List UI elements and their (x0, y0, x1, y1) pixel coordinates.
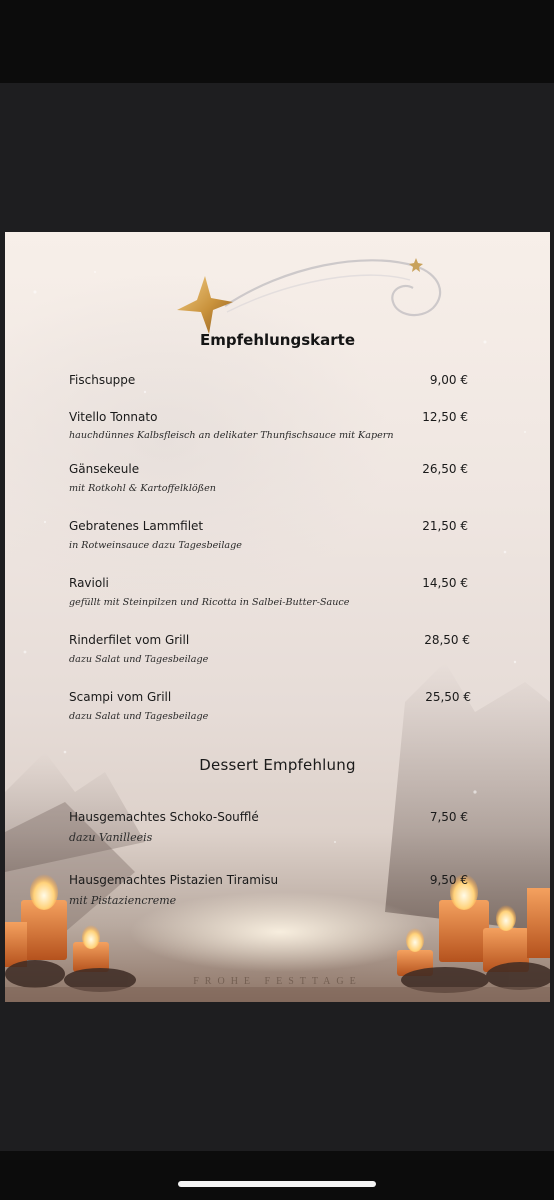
home-bar-area (0, 1151, 554, 1200)
status-bar (0, 0, 554, 83)
menu-item-name: Gänsekeule (69, 462, 140, 476)
menu-item-name: Rinderfilet vom Grill (69, 633, 190, 647)
dessert-item-price: 9,50 € (429, 873, 468, 887)
menu-item-price: 28,50 € (424, 633, 470, 647)
dessert-item-description: mit Pistaziencreme (69, 894, 177, 907)
menu-item-name: Scampi vom Grill (69, 690, 172, 704)
footer-greeting: FROHE FESTTAGE (193, 976, 362, 987)
dessert-item-name: Hausgemachtes Schoko-Soufflé (69, 810, 259, 824)
dessert-item-price: 7,50 € (429, 810, 468, 824)
menu-item-name: Fischsuppe (69, 373, 136, 387)
dessert-item-description: dazu Vanilleeis (69, 831, 153, 844)
menu-item-description: mit Rotkohl & Kartoffelklößen (69, 483, 216, 494)
menu-item-name: Vitello Tonnato (69, 410, 158, 424)
menu-item-description: gefüllt mit Steinpilzen und Ricotta in Salbei-Butter-Sauce (69, 597, 350, 608)
menu-item-description: dazu Salat und Tagesbeilage (69, 654, 209, 665)
menu-title: Empfehlungskarte (200, 331, 355, 349)
menu-item-name: Gebratenes Lammfilet (69, 519, 204, 533)
dessert-title: Dessert Empfehlung (199, 756, 356, 774)
menu-item-price: 12,50 € (422, 410, 468, 424)
menu-item-price: 26,50 € (422, 462, 468, 476)
menu-item-description: in Rotweinsauce dazu Tagesbeilage (69, 540, 242, 551)
menu-item-price: 9,00 € (429, 373, 468, 387)
menu-item-price: 14,50 € (422, 576, 468, 590)
menu-item-description: dazu Salat und Tagesbeilage (69, 711, 209, 722)
menu-item-price: 21,50 € (422, 519, 468, 533)
home-indicator[interactable] (178, 1181, 376, 1187)
menu-item-description: hauchdünnes Kalbsfleisch an delikater Thunfischsauce mit Kapern (69, 430, 394, 441)
menu-card-image[interactable] (5, 232, 550, 1002)
dessert-item-name: Hausgemachtes Pistazien Tiramisu (69, 873, 279, 887)
menu-text (5, 232, 550, 1002)
menu-item-name: Ravioli (69, 576, 109, 590)
menu-item-price: 25,50 € (425, 690, 471, 704)
